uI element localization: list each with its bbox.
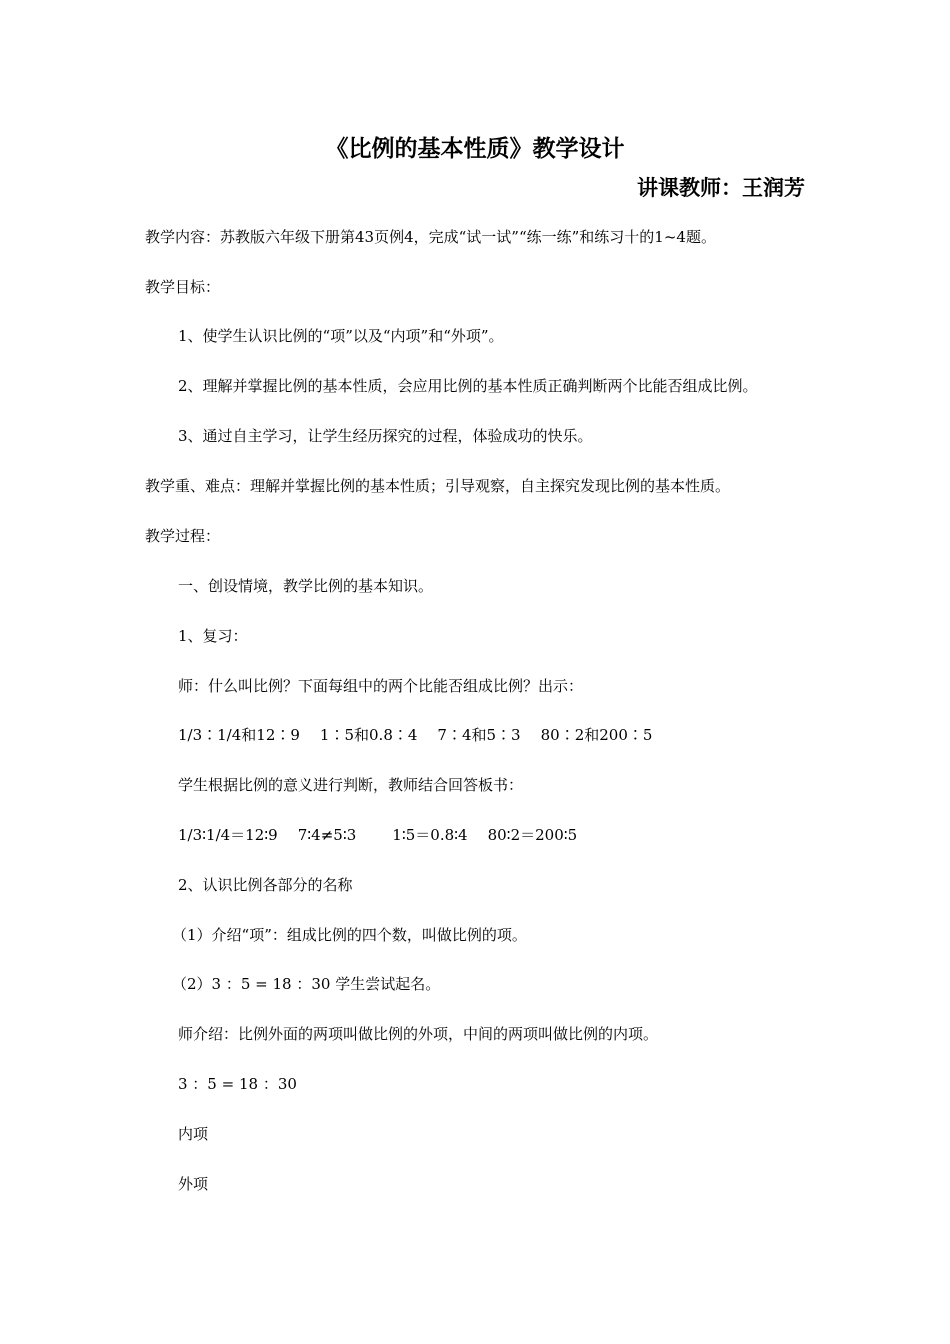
ratio-result: 1/3∶1/4＝12∶9	[178, 826, 278, 844]
section-1-heading: 一、创设情境，教学比例的基本知识。	[178, 577, 434, 595]
example-naming: （2）3 ：5 = 18 ：30 学生尝试起名。	[172, 975, 441, 993]
teacher-question: 师：什么叫比例？下面每组中的两个比能否组成比例？出示：	[178, 677, 584, 695]
ratio-results	[178, 824, 577, 846]
goal-2: 2、理解并掌握比例的基本性质，会应用比例的基本性质正确判断两个比能否组成比例。	[178, 377, 758, 395]
teacher-intro: 师介绍：比例外面的两项叫做比例的外项，中间的两项叫做比例的内项。	[178, 1025, 659, 1043]
student-judge: 学生根据比例的意义进行判断，教师结合回答板书：	[178, 776, 524, 794]
key-points: 教学重、难点：理解并掌握比例的基本性质；引导观察，自主探究发现比例的基本性质。	[145, 477, 731, 495]
ratio-pair: 7∶4和5∶3	[437, 726, 521, 744]
document-title: 《比例的基本性质》教学设计	[325, 136, 625, 162]
review-heading: 1、复习：	[178, 627, 248, 645]
ratio-result: 80∶2＝200∶5	[487, 826, 578, 844]
ratio-pairs	[178, 724, 652, 746]
author-line: 讲课教师：王润芳	[637, 176, 805, 200]
intro-terms: （1）介绍“项”：组成比例的四个数，叫做比例的项。	[172, 926, 527, 944]
parts-heading: 2、认识比例各部分的名称	[178, 876, 353, 894]
process-heading: 教学过程：	[145, 527, 221, 545]
example-ratio: 3 ：5 = 18 ：30	[178, 1075, 297, 1093]
outer-term-label: 外项	[178, 1175, 209, 1193]
inner-term-label: 内项	[178, 1125, 209, 1143]
ratio-pair: 80∶2和200∶5	[540, 726, 653, 744]
goal-3: 3、通过自主学习，让学生经历探究的过程，体验成功的快乐。	[178, 427, 593, 445]
goal-1: 1、使学生认识比例的“项”以及“内项”和“外项”。	[178, 327, 504, 345]
goals-heading: 教学目标：	[145, 278, 221, 296]
ratio-result: 1∶5＝0.8∶4	[392, 826, 468, 844]
ratio-pair: 1/3∶1/4和12∶9	[178, 726, 300, 744]
teaching-content: 教学内容：苏教版六年级下册第43页例4，完成“试一试”“练一练”和练习十的1~4题。	[145, 228, 716, 246]
ratio-pair: 1∶5和0.8∶4	[319, 726, 418, 744]
ratio-result: 7∶4≠5∶3	[297, 826, 357, 844]
